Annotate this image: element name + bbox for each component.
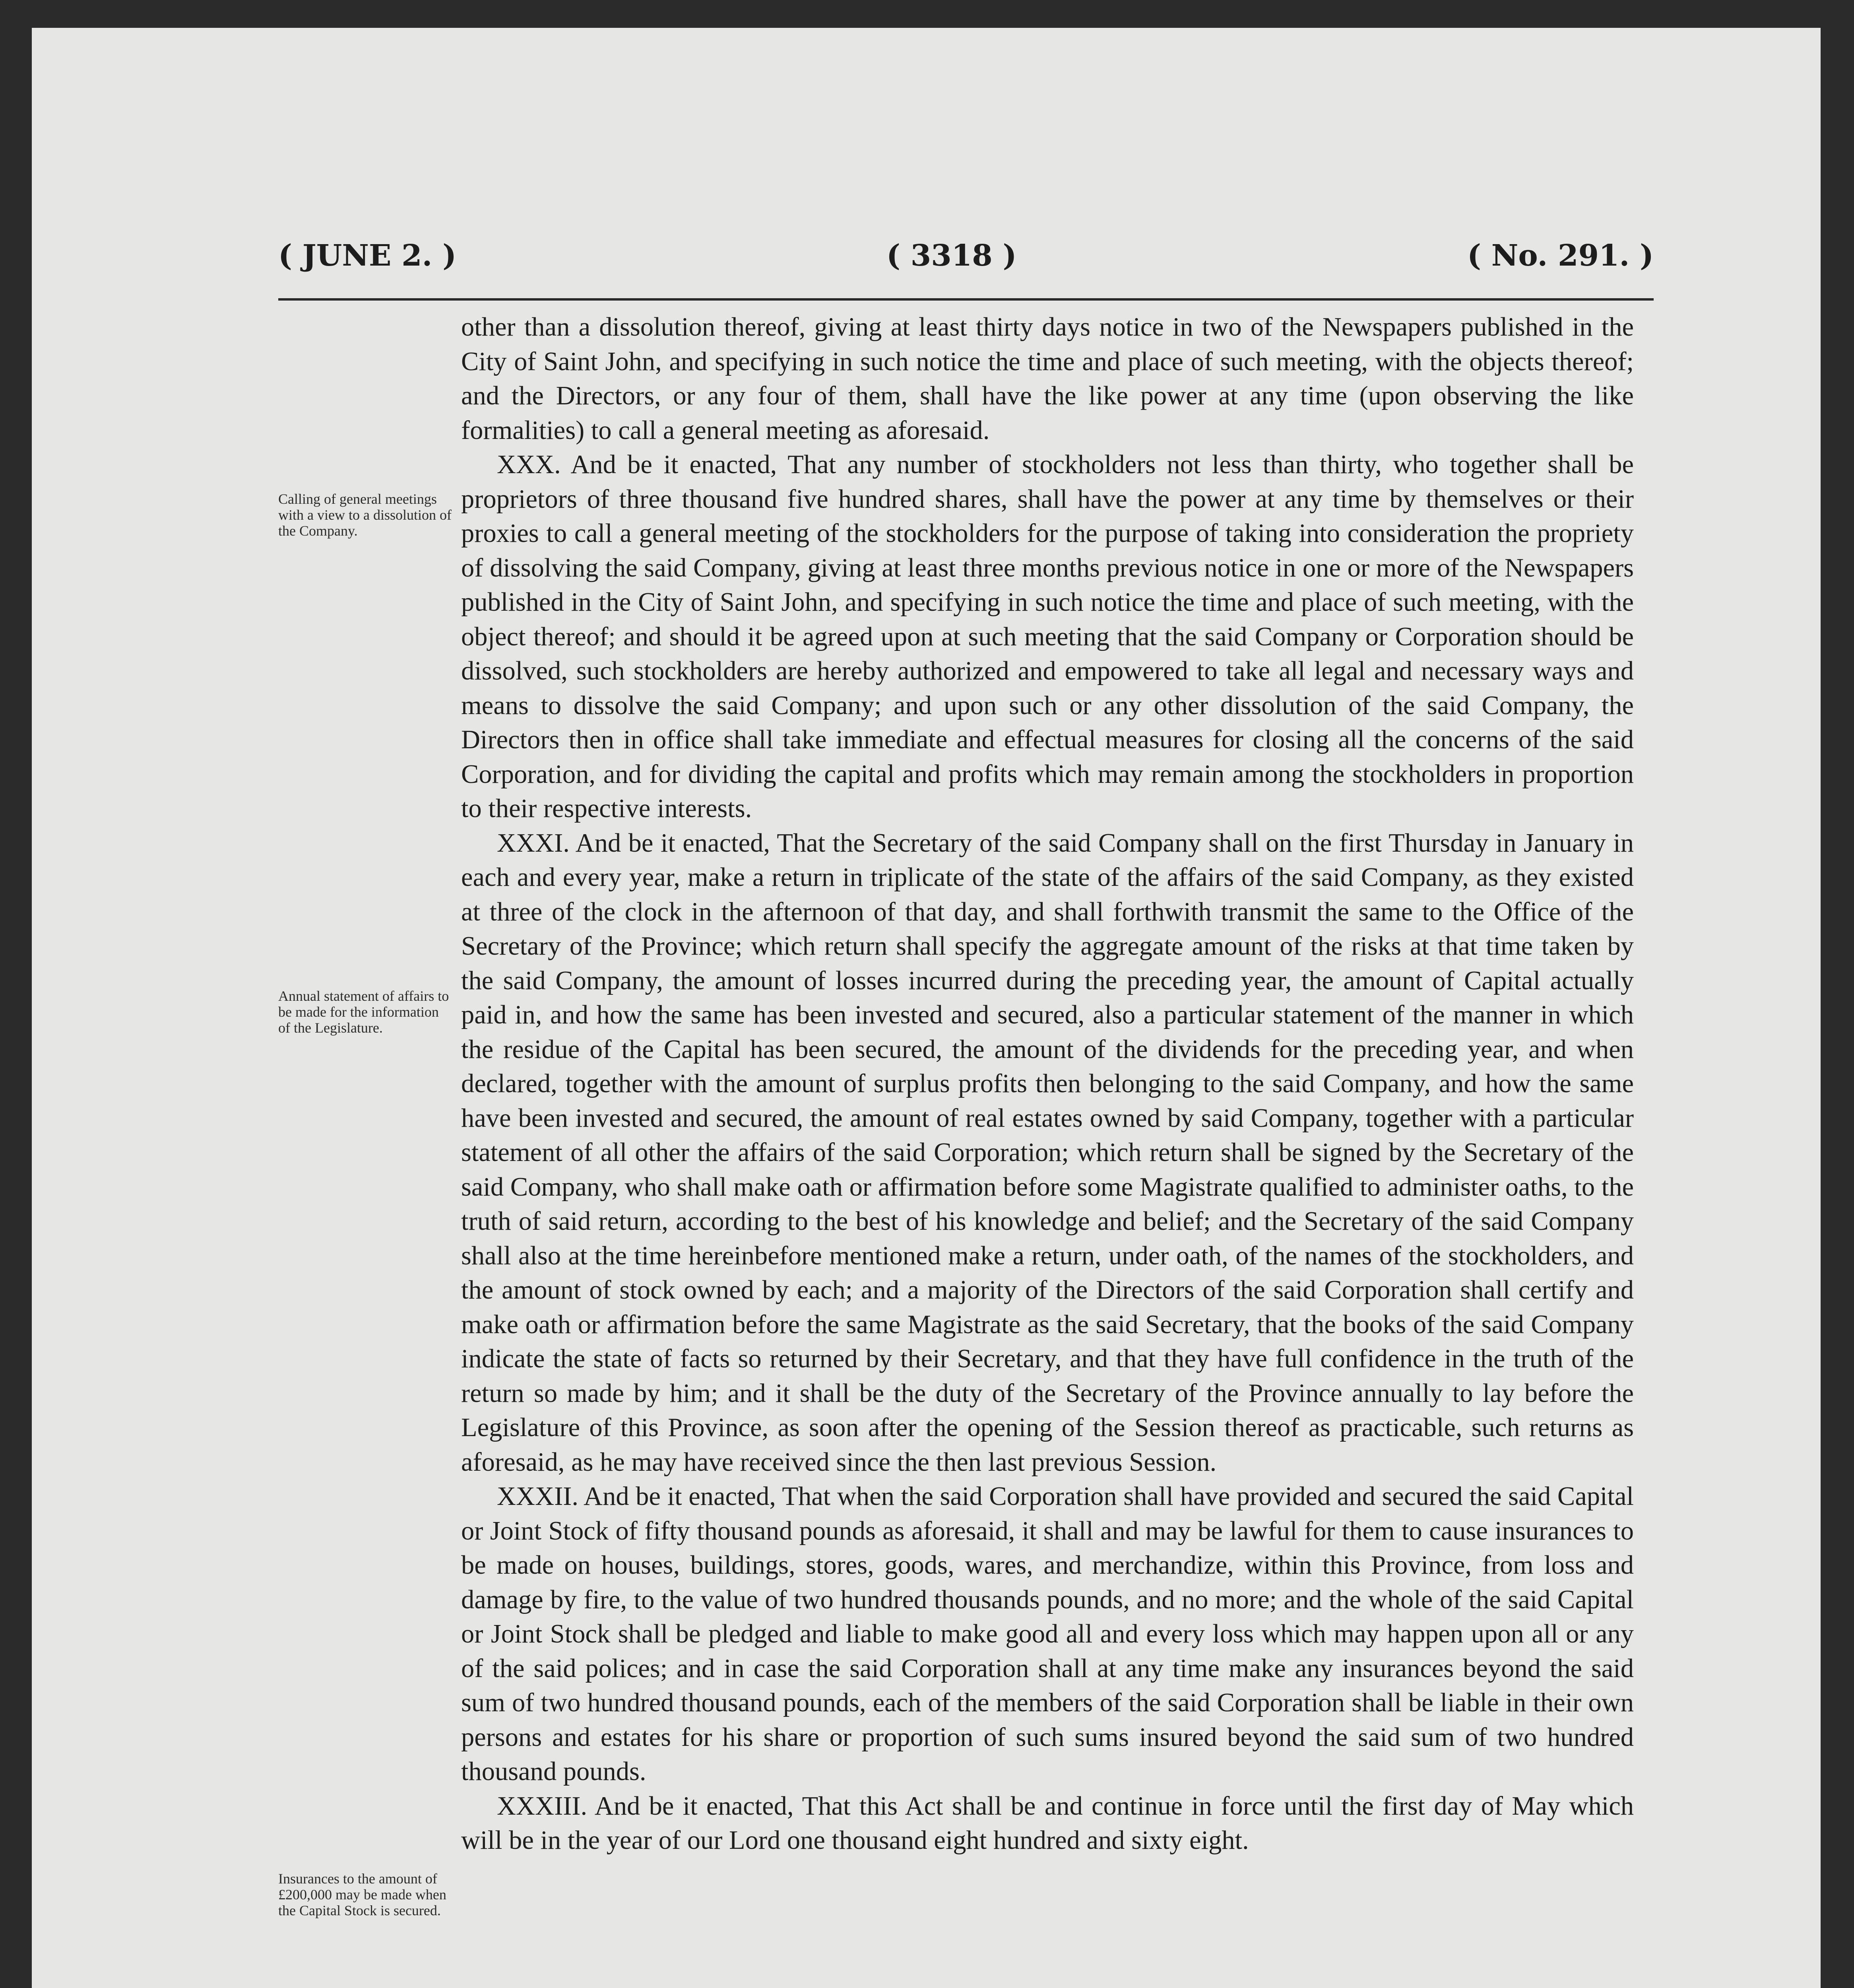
header-page-number: ( 3318 ) — [886, 239, 1017, 273]
section-xxxii: XXXII. And be it enacted, That when the said Corporation shall have provided and secured the said Capital or Joint Stock of fifty thousand pounds as aforesaid, it shall and may be lawful for them to cause insurances to be made on houses, buildings, stores, goods, wares, and merchandize, within this Province, from loss and damage by fire, to the value of two hundred thousands pounds, and no more; and the whole of the said Capital or Joint Stock shall be pledged and liable to make good all and every loss which may happen upon all or any of the said polices; and in case the said Corporation shall at any time make any insurances beyond the said sum of two hundred thousand pounds, each of the members of the said Corporation shall be liable in their own persons and estates for his share or proportion of such sums insured beyond the said sum of two hundred thousand pounds. — [461, 1482, 1634, 1786]
margin-note-insurances: Insurances to the amount of £200,000 may be made when the Capital Stock is secured. — [278, 1871, 446, 1918]
margin-note-annual-statement: Annual statement of affairs to be made for the information of the Legislature. — [278, 988, 449, 1036]
header-issue-number: ( No. 291. ) — [1467, 239, 1654, 273]
section-xxx: XXX. And be it enacted, That any number of stockholders not less than thirty, who together shall be proprietors of three thousand five hundred shares, shall have the power at any time by themselves or their proxies to call a general meeting of the stockholders for the purpose of taking into consideration the propriety of dissolving the said Company, giving at least three months previous notice in one or more of the Newspapers published in the City of Saint John, and specifying in such notice the time and place of such meeting, with the object thereof; and should it be agreed upon at such meeting that the said Company or Corporation should be dissolved, such stockholders are hereby authorized and empowered to take all legal and necessary ways and means to dissolve the said Company; and upon such or any other dissolution of the said Company, the Directors then in office shall take immediate and effectual measures for closing all the concerns of the said Corporation, and for dividing the capital and profits which may remain among the stockholders in proportion to their respective interests. — [461, 450, 1634, 823]
paragraph-continued: other than a dissolution thereof, giving at least thirty days notice in two of the Newspapers published in the City of Saint John, and specifying in such notice the time and place of such meeting, with the objects thereof; and the Directors, or any four of them, shall have the like power at any time (upon observing the like formalities) to call a general meeting as aforesaid. — [461, 313, 1634, 445]
header-rule — [278, 298, 1654, 301]
header-date: ( JUNE 2. ) — [278, 239, 457, 273]
act-text — [461, 310, 1634, 1858]
section-xxxi: XXXI. And be it enacted, That the Secretary of the said Company shall on the first Thursday in January in each and every year, make a return in triplicate of the state of the affairs of the said Company, as they existed at three of the clock in the afternoon of that day, and shall forthwith transmit the same to the Office of the Secretary of the Province; which return shall specify the aggregate amount of the risks at that time taken by the said Company, the amount of losses incurred during the preceding year, the amount of Capital actually paid in, and how the same has been invested and secured, also a particular statement of the manner in which the residue of the Capital has been secured, the amount of the dividends for the preceding year, and when declared, together with the amount of surplus profits then belonging to the said Company, and how the same have been invested and secured, the amount of real estates owned by said Company, together with a particular statement of all other the affairs of the said Corporation; which return shall be signed by the Secretary of the said Company, who shall make oath or affirmation before some Magistrate qualified to administer oaths, to the truth of said return, according to the best of his knowledge and belief; and the Secretary of the said Company shall also at the time hereinbefore mentioned make a return, under oath, of the names of the stockholders, and the amount of stock owned by each; and a majority of the Directors of the said Corporation shall certify and make oath or affirmation before the same Magistrate as the said Secretary, that the books of the said Company indicate the state of facts so returned by their Secretary, and that they have full confidence in the truth of the return so made by him; and it shall be the duty of the Secretary of the Province annually to lay before the Legislature of this Province, as soon after the opening of the Session thereof as practicable, such returns as aforesaid, as he may have received since the then last previous Session. — [461, 828, 1634, 1477]
margin-note-calling-meetings: Calling of general meetings with a view to a dissolution of the Company. — [278, 491, 452, 539]
section-xxxiii: XXXIII. And be it enacted, That this Act shall be and continue in force until the first day of May which will be in the year of our Lord one thousand eight hundred and sixty eight. — [461, 1791, 1634, 1855]
page-header — [278, 239, 1654, 286]
